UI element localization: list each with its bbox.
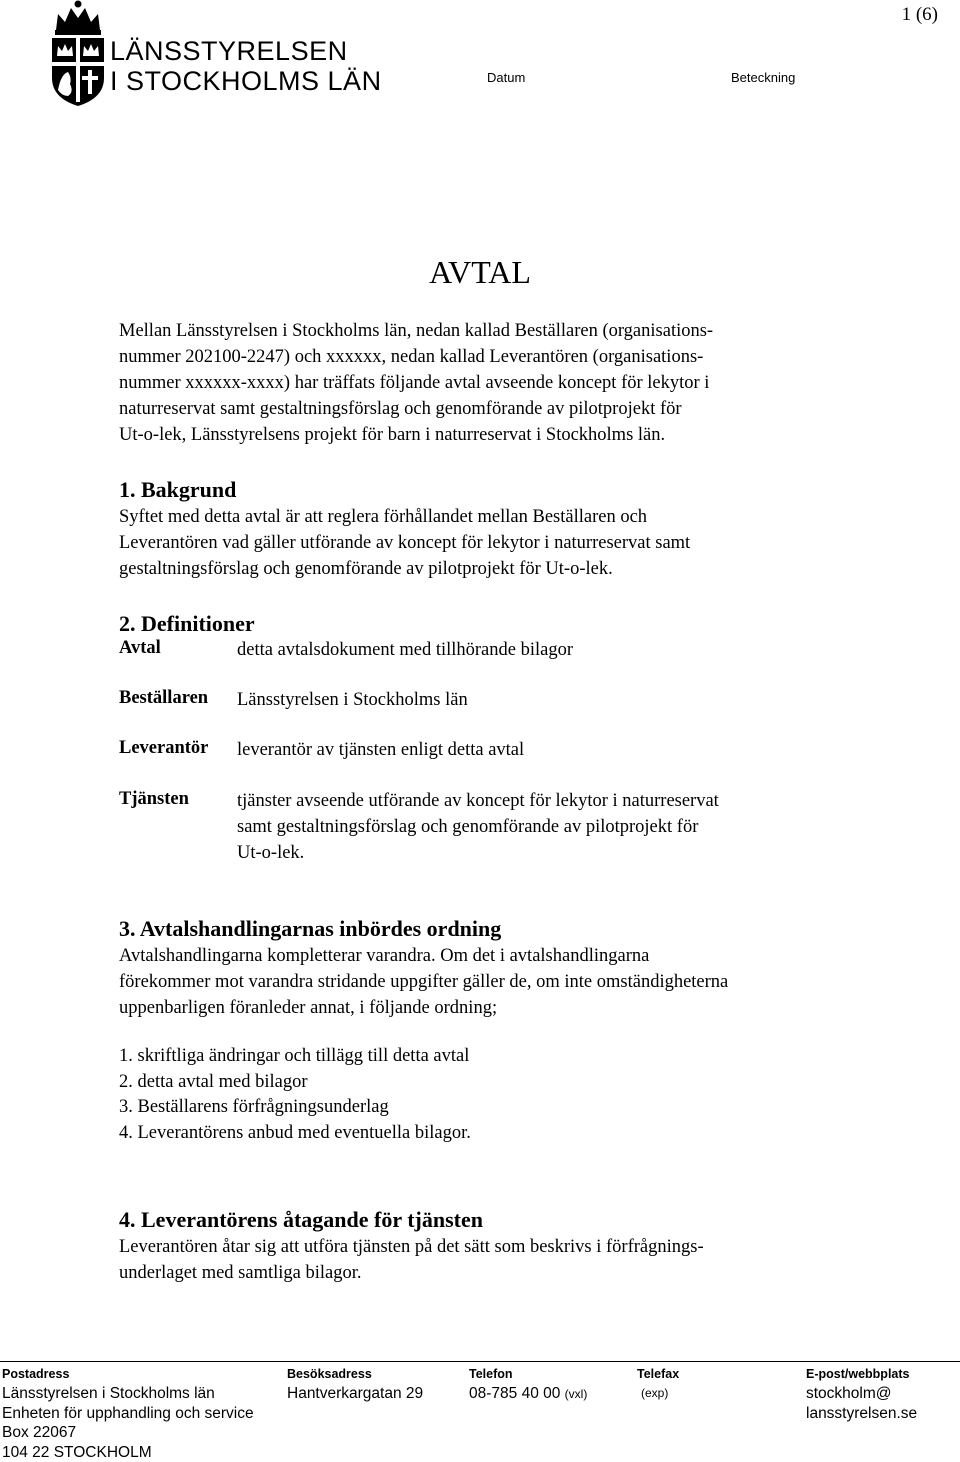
intro-line: nummer xxxxxx-xxxx) har träffats följande avtal avseende koncept för lekytor i: [119, 370, 859, 396]
footer-epost-line: stockholm@: [806, 1384, 917, 1404]
footer-postadress: [2, 1384, 254, 1462]
footer-telefon-suffix: (vxl): [565, 1387, 588, 1401]
coat-of-arms-icon: [48, 0, 108, 110]
footer-label-telefax: Telefax: [637, 1367, 679, 1381]
definition-term: Beställaren: [119, 688, 208, 709]
definition-desc: tjänster avseende utförande av koncept för lekytor i naturreservat: [237, 788, 719, 814]
list-item: 2. detta avtal med bilagor: [119, 1070, 471, 1096]
org-name-line1: LÄNSSTYRELSEN: [110, 36, 348, 67]
datum-label: Datum: [487, 70, 525, 85]
section-heading: 1. Bakgrund: [119, 476, 859, 504]
footer-postadress-line: Länsstyrelsen i Stockholms län: [2, 1384, 254, 1404]
section-line: förekommer mot varandra stridande uppgifter gäller de, om inte omständigheterna: [119, 969, 859, 995]
beteckning-label: Beteckning: [731, 70, 795, 85]
section-heading: 2. Definitioner: [119, 610, 859, 638]
section-heading: 4. Leverantörens åtagande för tjänsten: [119, 1206, 859, 1234]
footer-postadress-line: 104 22 STOCKHOLM: [2, 1443, 254, 1462]
section-bakgrund: [119, 476, 859, 582]
section-definitioner-heading-wrap: [119, 610, 859, 638]
section-line: uppenbarligen föranleder annat, i följande ordning;: [119, 995, 859, 1021]
definition-term: Avtal: [119, 638, 161, 659]
footer-divider: [0, 1361, 960, 1362]
footer-label-postadress: Postadress: [2, 1367, 69, 1381]
org-name-line2: I STOCKHOLMS LÄN: [110, 66, 382, 97]
footer-telefon-value: 08-785 40 00: [469, 1385, 560, 1402]
intro-line: Mellan Länsstyrelsen i Stockholms län, nedan kallad Beställaren (organisations-: [119, 318, 859, 344]
intro-paragraph: [119, 318, 859, 448]
footer-besoksadress: Hantverkargatan 29: [287, 1384, 423, 1404]
footer-postadress-line: Box 22067: [2, 1423, 254, 1443]
section-line: gestaltningsförslag och genomförande av pilotprojekt för Ut-o-lek.: [119, 556, 859, 582]
logo: [48, 0, 348, 110]
section-line: Syftet med detta avtal är att reglera förhållandet mellan Beställaren och: [119, 504, 859, 530]
section-ordning: [119, 915, 859, 1021]
intro-line: Ut-o-lek, Länsstyrelsens projekt för barn i naturreservat i Stockholms län.: [119, 422, 859, 448]
page-number: 1 (6): [902, 4, 938, 26]
list-item: 3. Beställarens förfrågningsunderlag: [119, 1095, 471, 1121]
section-atagande: [119, 1206, 859, 1286]
section-line: underlaget med samtliga bilagor.: [119, 1260, 859, 1286]
list-item: 4. Leverantörens anbud med eventuella bilagor.: [119, 1121, 471, 1147]
definition-desc: Ut-o-lek.: [237, 840, 719, 866]
footer-label-telefon: Telefon: [469, 1367, 513, 1381]
footer-label-epost: E-post/webbplats: [806, 1367, 909, 1381]
list-item: 1. skriftliga ändringar och tillägg till detta avtal: [119, 1044, 471, 1070]
definition-desc-block: [237, 788, 719, 866]
footer-telefax: (exp): [641, 1384, 668, 1404]
definition-desc: samt gestaltningsförslag och genomförande av pilotprojekt för: [237, 814, 719, 840]
definition-term: Tjänsten: [119, 789, 189, 810]
document-title: AVTAL: [0, 254, 960, 291]
section-heading: 3. Avtalshandlingarnas inbördes ordning: [119, 915, 859, 943]
section-line: Avtalshandlingarna kompletterar varandra. Om det i avtalshandlingarna: [119, 943, 859, 969]
section-line: Leverantören åtar sig att utföra tjänsten på det sätt som beskrivs i förfrågnings-: [119, 1234, 859, 1260]
footer-epost-line: lansstyrelsen.se: [806, 1404, 917, 1424]
definition-desc: leverantör av tjänsten enligt detta avtal: [237, 737, 524, 763]
footer-label-besoksadress: Besöksadress: [287, 1367, 372, 1381]
intro-line: naturreservat samt gestaltningsförslag och genomförande av pilotprojekt för: [119, 396, 859, 422]
footer-epost: [806, 1384, 917, 1423]
priority-list: [119, 1044, 471, 1146]
definition-term: Leverantör: [119, 738, 208, 759]
footer-telefon: [469, 1384, 587, 1405]
intro-line: nummer 202100-2247) och xxxxxx, nedan kallad Leverantören (organisations-: [119, 344, 859, 370]
section-line: Leverantören vad gäller utförande av koncept för lekytor i naturreservat samt: [119, 530, 859, 556]
footer-postadress-line: Enheten för upphandling och service: [2, 1404, 254, 1424]
definition-desc: detta avtalsdokument med tillhörande bilagor: [237, 637, 573, 663]
definition-desc: Länsstyrelsen i Stockholms län: [237, 687, 468, 713]
